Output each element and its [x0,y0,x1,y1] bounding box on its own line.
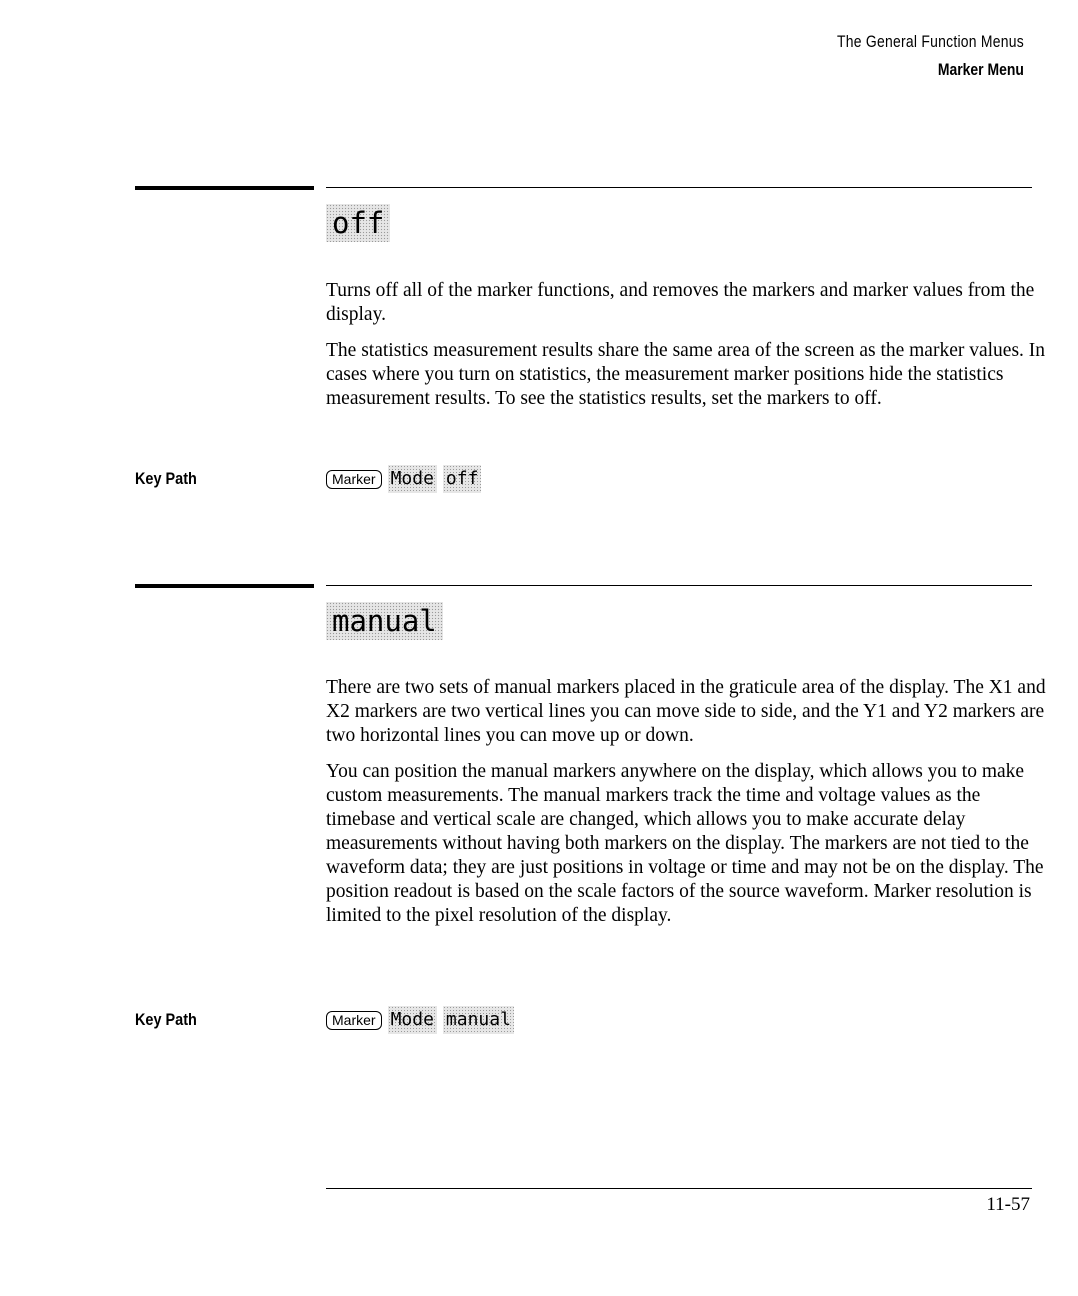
key-path-manual [326,1006,514,1034]
section-title-manual: manual [326,602,443,640]
marker-hardkey: Marker [326,470,382,489]
key-path-off [326,465,481,493]
footer-rule [326,1188,1032,1189]
page-number: 11-57 [986,1194,1030,1215]
key-path-label: Key Path [135,469,197,488]
paragraph: There are two sets of manual markers placed in the graticule area of the display. The X1 and X2 markers are two vertical lines you can move side to side, and the Y1 and Y2 markers are two horizontal lines you can move up or down. [326,677,1046,746]
section-divider-thin [326,585,1032,586]
off-softkey: off [443,465,482,493]
section-title-off: off [326,204,390,242]
section-body-manual [326,676,1046,940]
section-divider-thin [326,187,1032,188]
manual-softkey: manual [443,1006,514,1034]
running-header-section: Marker Menu [938,60,1024,79]
marker-hardkey: Marker [326,1011,382,1030]
section-body-off [326,279,1046,423]
running-header-chapter: The General Function Menus [837,32,1024,51]
mode-softkey: Mode [388,465,437,493]
paragraph: The statistics measurement results share the same area of the screen as the marker values. In cases where you turn on statistics, the measurement marker positions hide the statistics measurement results. To see the statistics results, set the markers to off. [326,340,1046,409]
paragraph: You can position the manual markers anywhere on the display, which allows you to make custom measurements. The manual markers track the time and voltage values as the timebase and vertical scale are changed, which allows you to make accurate delay measurements without having both markers on the display. The markers are not tied to the waveform data; they are just positions in voltage or time and may not be on the display. The position readout is based on the scale factors of the source waveform. Marker resolution is limited to the pixel resolution of the display. [326,761,1044,926]
paragraph: Turns off all of the marker functions, and removes the markers and marker values from the display. [326,280,1035,325]
key-path-label: Key Path [135,1010,197,1029]
section-divider-thick [135,584,314,588]
mode-softkey: Mode [388,1006,437,1034]
section-divider-thick [135,186,314,190]
